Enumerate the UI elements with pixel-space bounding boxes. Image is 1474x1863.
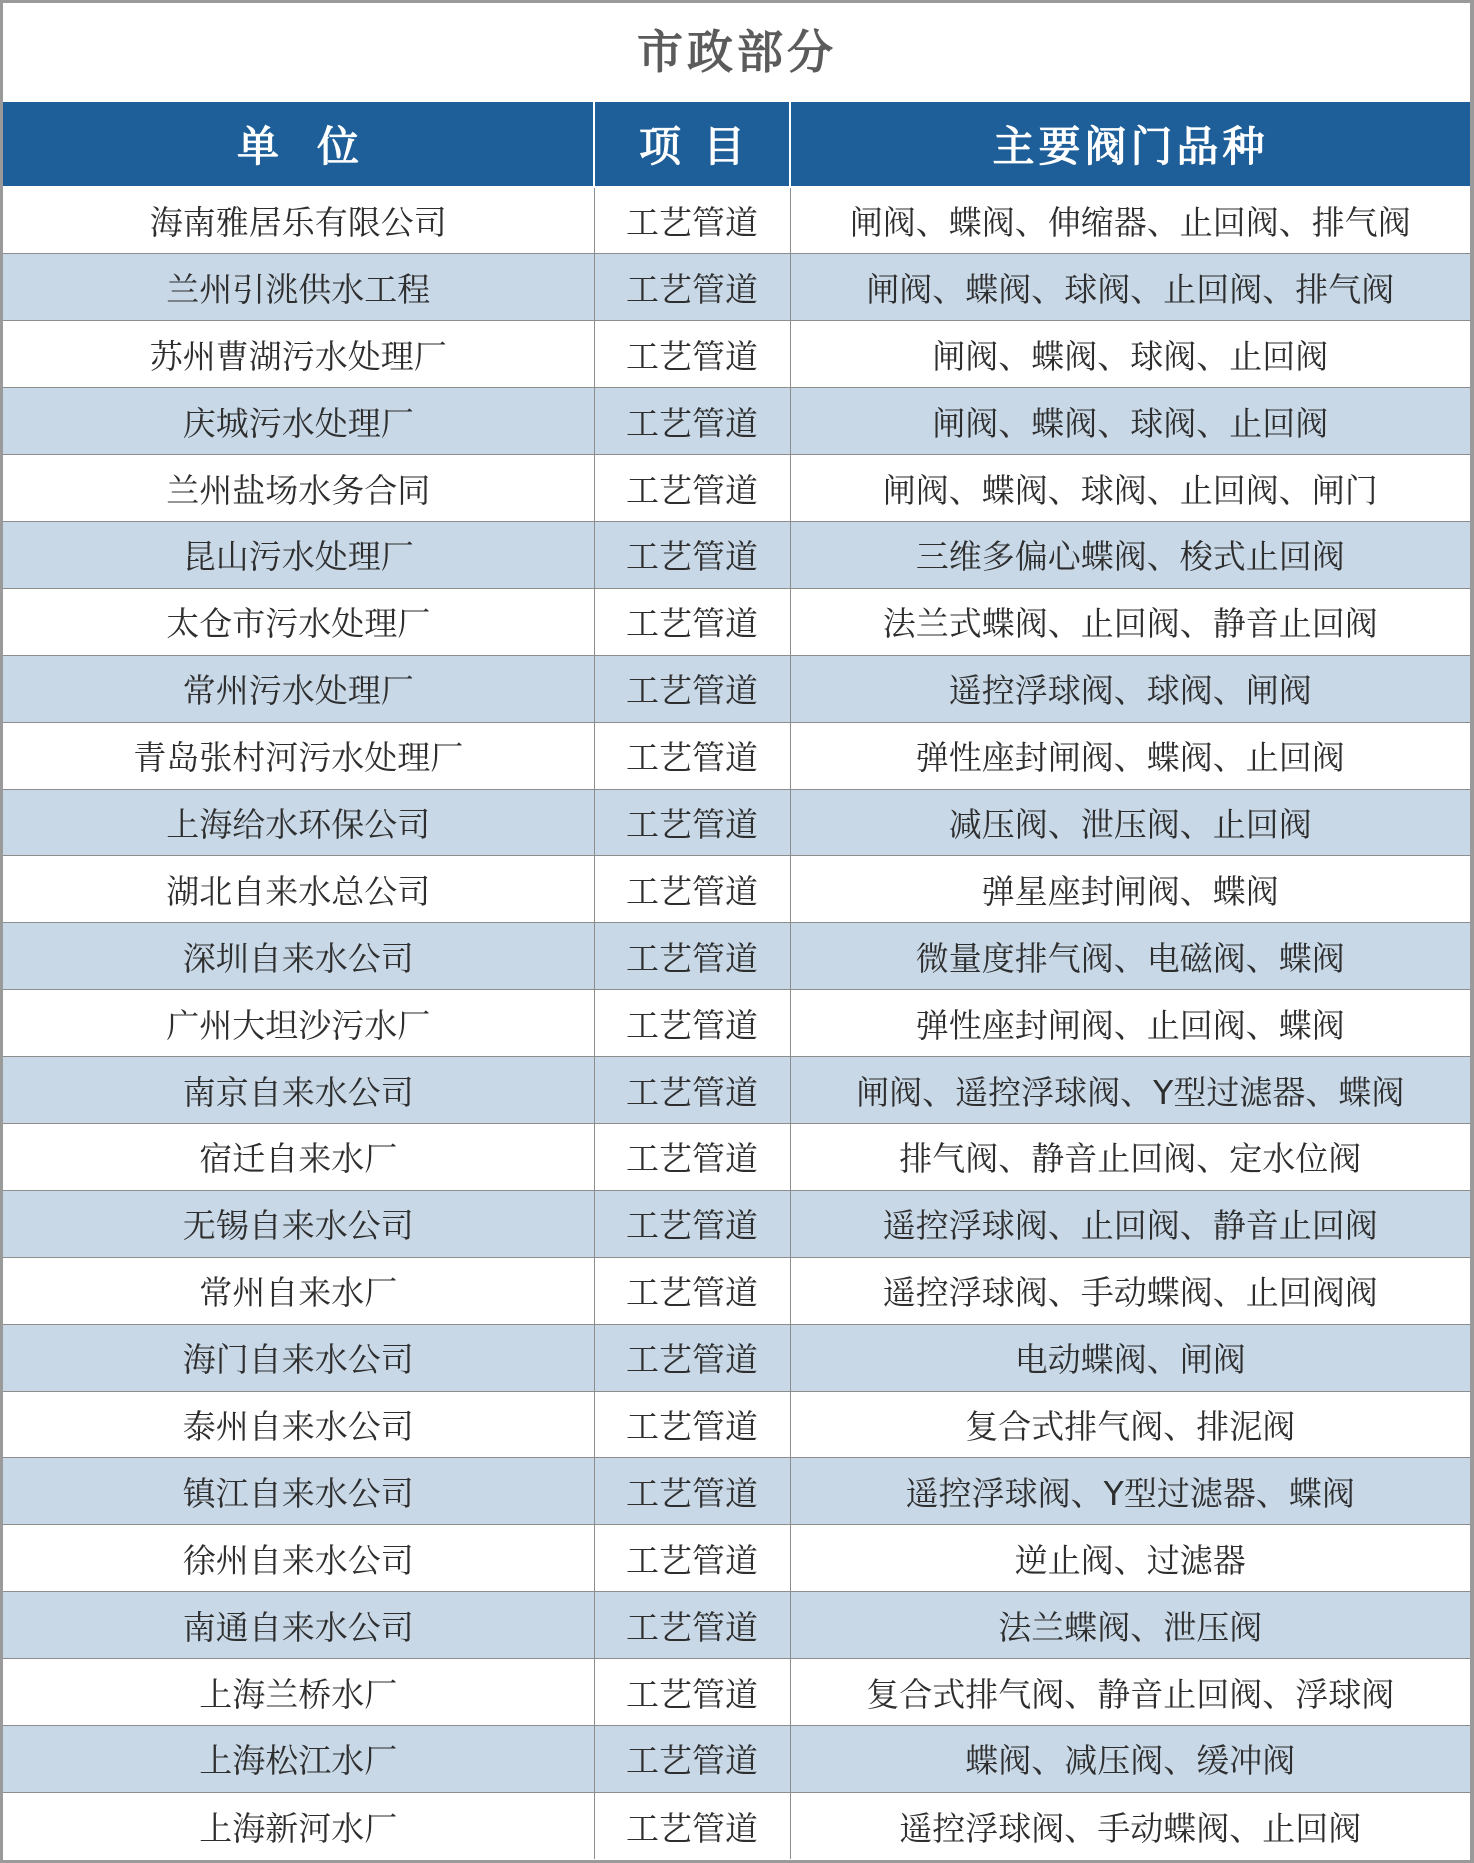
valve-reference-table — [3, 102, 1470, 1859]
table-row — [3, 1057, 1470, 1124]
cell-unit: 南通自来水公司 — [3, 1592, 594, 1659]
column-header-project: 项目 — [594, 102, 790, 187]
table-row — [3, 521, 1470, 588]
table-row — [3, 455, 1470, 522]
cell-project: 工艺管道 — [594, 856, 790, 923]
cell-valves: 复合式排气阀、排泥阀 — [790, 1391, 1470, 1458]
table-row — [3, 722, 1470, 789]
cell-unit: 常州自来水厂 — [3, 1257, 594, 1324]
cell-project: 工艺管道 — [594, 1123, 790, 1190]
cell-valves: 闸阀、蝶阀、球阀、止回阀 — [790, 321, 1470, 388]
cell-valves: 闸阀、蝶阀、球阀、止回阀、闸门 — [790, 455, 1470, 522]
table-row — [3, 1525, 1470, 1592]
cell-project: 工艺管道 — [594, 187, 790, 254]
table-row — [3, 321, 1470, 388]
cell-valves: 闸阀、蝶阀、伸缩器、止回阀、排气阀 — [790, 187, 1470, 254]
cell-unit: 南京自来水公司 — [3, 1057, 594, 1124]
table-row — [3, 254, 1470, 321]
table-row — [3, 1458, 1470, 1525]
table-row — [3, 1592, 1470, 1659]
table-row — [3, 588, 1470, 655]
cell-unit: 昆山污水处理厂 — [3, 521, 594, 588]
cell-valves: 弹性座封闸阀、蝶阀、止回阀 — [790, 722, 1470, 789]
cell-unit: 深圳自来水公司 — [3, 923, 594, 990]
column-header-valves: 主要阀门品种 — [790, 102, 1470, 187]
table-row — [3, 1659, 1470, 1726]
cell-project: 工艺管道 — [594, 588, 790, 655]
table-row — [3, 1792, 1470, 1859]
cell-valves: 遥控浮球阀、球阀、闸阀 — [790, 655, 1470, 722]
table-row — [3, 1391, 1470, 1458]
table-row — [3, 923, 1470, 990]
cell-unit: 海南雅居乐有限公司 — [3, 187, 594, 254]
cell-project: 工艺管道 — [594, 1057, 790, 1124]
cell-valves: 电动蝶阀、闸阀 — [790, 1324, 1470, 1391]
cell-valves: 复合式排气阀、静音止回阀、浮球阀 — [790, 1659, 1470, 1726]
cell-valves: 弹性座封闸阀、止回阀、蝶阀 — [790, 990, 1470, 1057]
cell-valves: 法兰式蝶阀、止回阀、静音止回阀 — [790, 588, 1470, 655]
table-row — [3, 1324, 1470, 1391]
cell-unit: 常州污水处理厂 — [3, 655, 594, 722]
cell-valves: 微量度排气阀、电磁阀、蝶阀 — [790, 923, 1470, 990]
cell-unit: 无锡自来水公司 — [3, 1190, 594, 1257]
cell-project: 工艺管道 — [594, 1324, 790, 1391]
cell-valves: 遥控浮球阀、手动蝶阀、止回阀阀 — [790, 1257, 1470, 1324]
table-body — [3, 187, 1470, 1859]
cell-valves: 闸阀、遥控浮球阀、Y型过滤器、蝶阀 — [790, 1057, 1470, 1124]
cell-project: 工艺管道 — [594, 1592, 790, 1659]
cell-project: 工艺管道 — [594, 388, 790, 455]
cell-project: 工艺管道 — [594, 521, 790, 588]
cell-unit: 徐州自来水公司 — [3, 1525, 594, 1592]
cell-project: 工艺管道 — [594, 1190, 790, 1257]
cell-valves: 遥控浮球阀、止回阀、静音止回阀 — [790, 1190, 1470, 1257]
cell-valves: 遥控浮球阀、手动蝶阀、止回阀 — [790, 1792, 1470, 1859]
cell-project: 工艺管道 — [594, 722, 790, 789]
cell-unit: 海门自来水公司 — [3, 1324, 594, 1391]
cell-project: 工艺管道 — [594, 1391, 790, 1458]
cell-valves: 闸阀、蝶阀、球阀、止回阀、排气阀 — [790, 254, 1470, 321]
cell-project: 工艺管道 — [594, 1458, 790, 1525]
cell-project: 工艺管道 — [594, 655, 790, 722]
table-row — [3, 1123, 1470, 1190]
cell-unit: 青岛张村河污水处理厂 — [3, 722, 594, 789]
page-title: 市政部分 — [637, 25, 837, 79]
cell-valves: 遥控浮球阀、Y型过滤器、蝶阀 — [790, 1458, 1470, 1525]
cell-valves: 逆止阀、过滤器 — [790, 1525, 1470, 1592]
cell-project: 工艺管道 — [594, 990, 790, 1057]
table-row — [3, 187, 1470, 254]
cell-unit: 上海松江水厂 — [3, 1725, 594, 1792]
table-row — [3, 789, 1470, 856]
table-row — [3, 1725, 1470, 1792]
cell-valves: 蝶阀、减压阀、缓冲阀 — [790, 1725, 1470, 1792]
table-row — [3, 655, 1470, 722]
cell-unit: 湖北自来水总公司 — [3, 856, 594, 923]
cell-unit: 广州大坦沙污水厂 — [3, 990, 594, 1057]
cell-project: 工艺管道 — [594, 1659, 790, 1726]
cell-unit: 泰州自来水公司 — [3, 1391, 594, 1458]
cell-project: 工艺管道 — [594, 923, 790, 990]
cell-unit: 太仓市污水处理厂 — [3, 588, 594, 655]
cell-valves: 减压阀、泄压阀、止回阀 — [790, 789, 1470, 856]
column-header-unit: 单位 — [3, 102, 594, 187]
cell-unit: 上海兰桥水厂 — [3, 1659, 594, 1726]
cell-project: 工艺管道 — [594, 789, 790, 856]
cell-unit: 镇江自来水公司 — [3, 1458, 594, 1525]
table-row — [3, 388, 1470, 455]
table-header-row — [3, 102, 1470, 187]
cell-unit: 兰州引洮供水工程 — [3, 254, 594, 321]
cell-valves: 排气阀、静音止回阀、定水位阀 — [790, 1123, 1470, 1190]
cell-unit: 兰州盐场水务合同 — [3, 455, 594, 522]
cell-unit: 宿迁自来水厂 — [3, 1123, 594, 1190]
cell-valves: 闸阀、蝶阀、球阀、止回阀 — [790, 388, 1470, 455]
table-row — [3, 990, 1470, 1057]
cell-project: 工艺管道 — [594, 455, 790, 522]
cell-project: 工艺管道 — [594, 1525, 790, 1592]
cell-project: 工艺管道 — [594, 1257, 790, 1324]
cell-unit: 上海新河水厂 — [3, 1792, 594, 1859]
table-row — [3, 1257, 1470, 1324]
cell-project: 工艺管道 — [594, 1792, 790, 1859]
cell-valves: 弹星座封闸阀、蝶阀 — [790, 856, 1470, 923]
cell-unit: 上海给水环保公司 — [3, 789, 594, 856]
cell-project: 工艺管道 — [594, 321, 790, 388]
cell-valves: 三维多偏心蝶阀、梭式止回阀 — [790, 521, 1470, 588]
table-row — [3, 1190, 1470, 1257]
cell-project: 工艺管道 — [594, 1725, 790, 1792]
cell-valves: 法兰蝶阀、泄压阀 — [790, 1592, 1470, 1659]
table-row — [3, 856, 1470, 923]
cell-project: 工艺管道 — [594, 254, 790, 321]
cell-unit: 庆城污水处理厂 — [3, 388, 594, 455]
cell-unit: 苏州曹湖污水处理厂 — [3, 321, 594, 388]
